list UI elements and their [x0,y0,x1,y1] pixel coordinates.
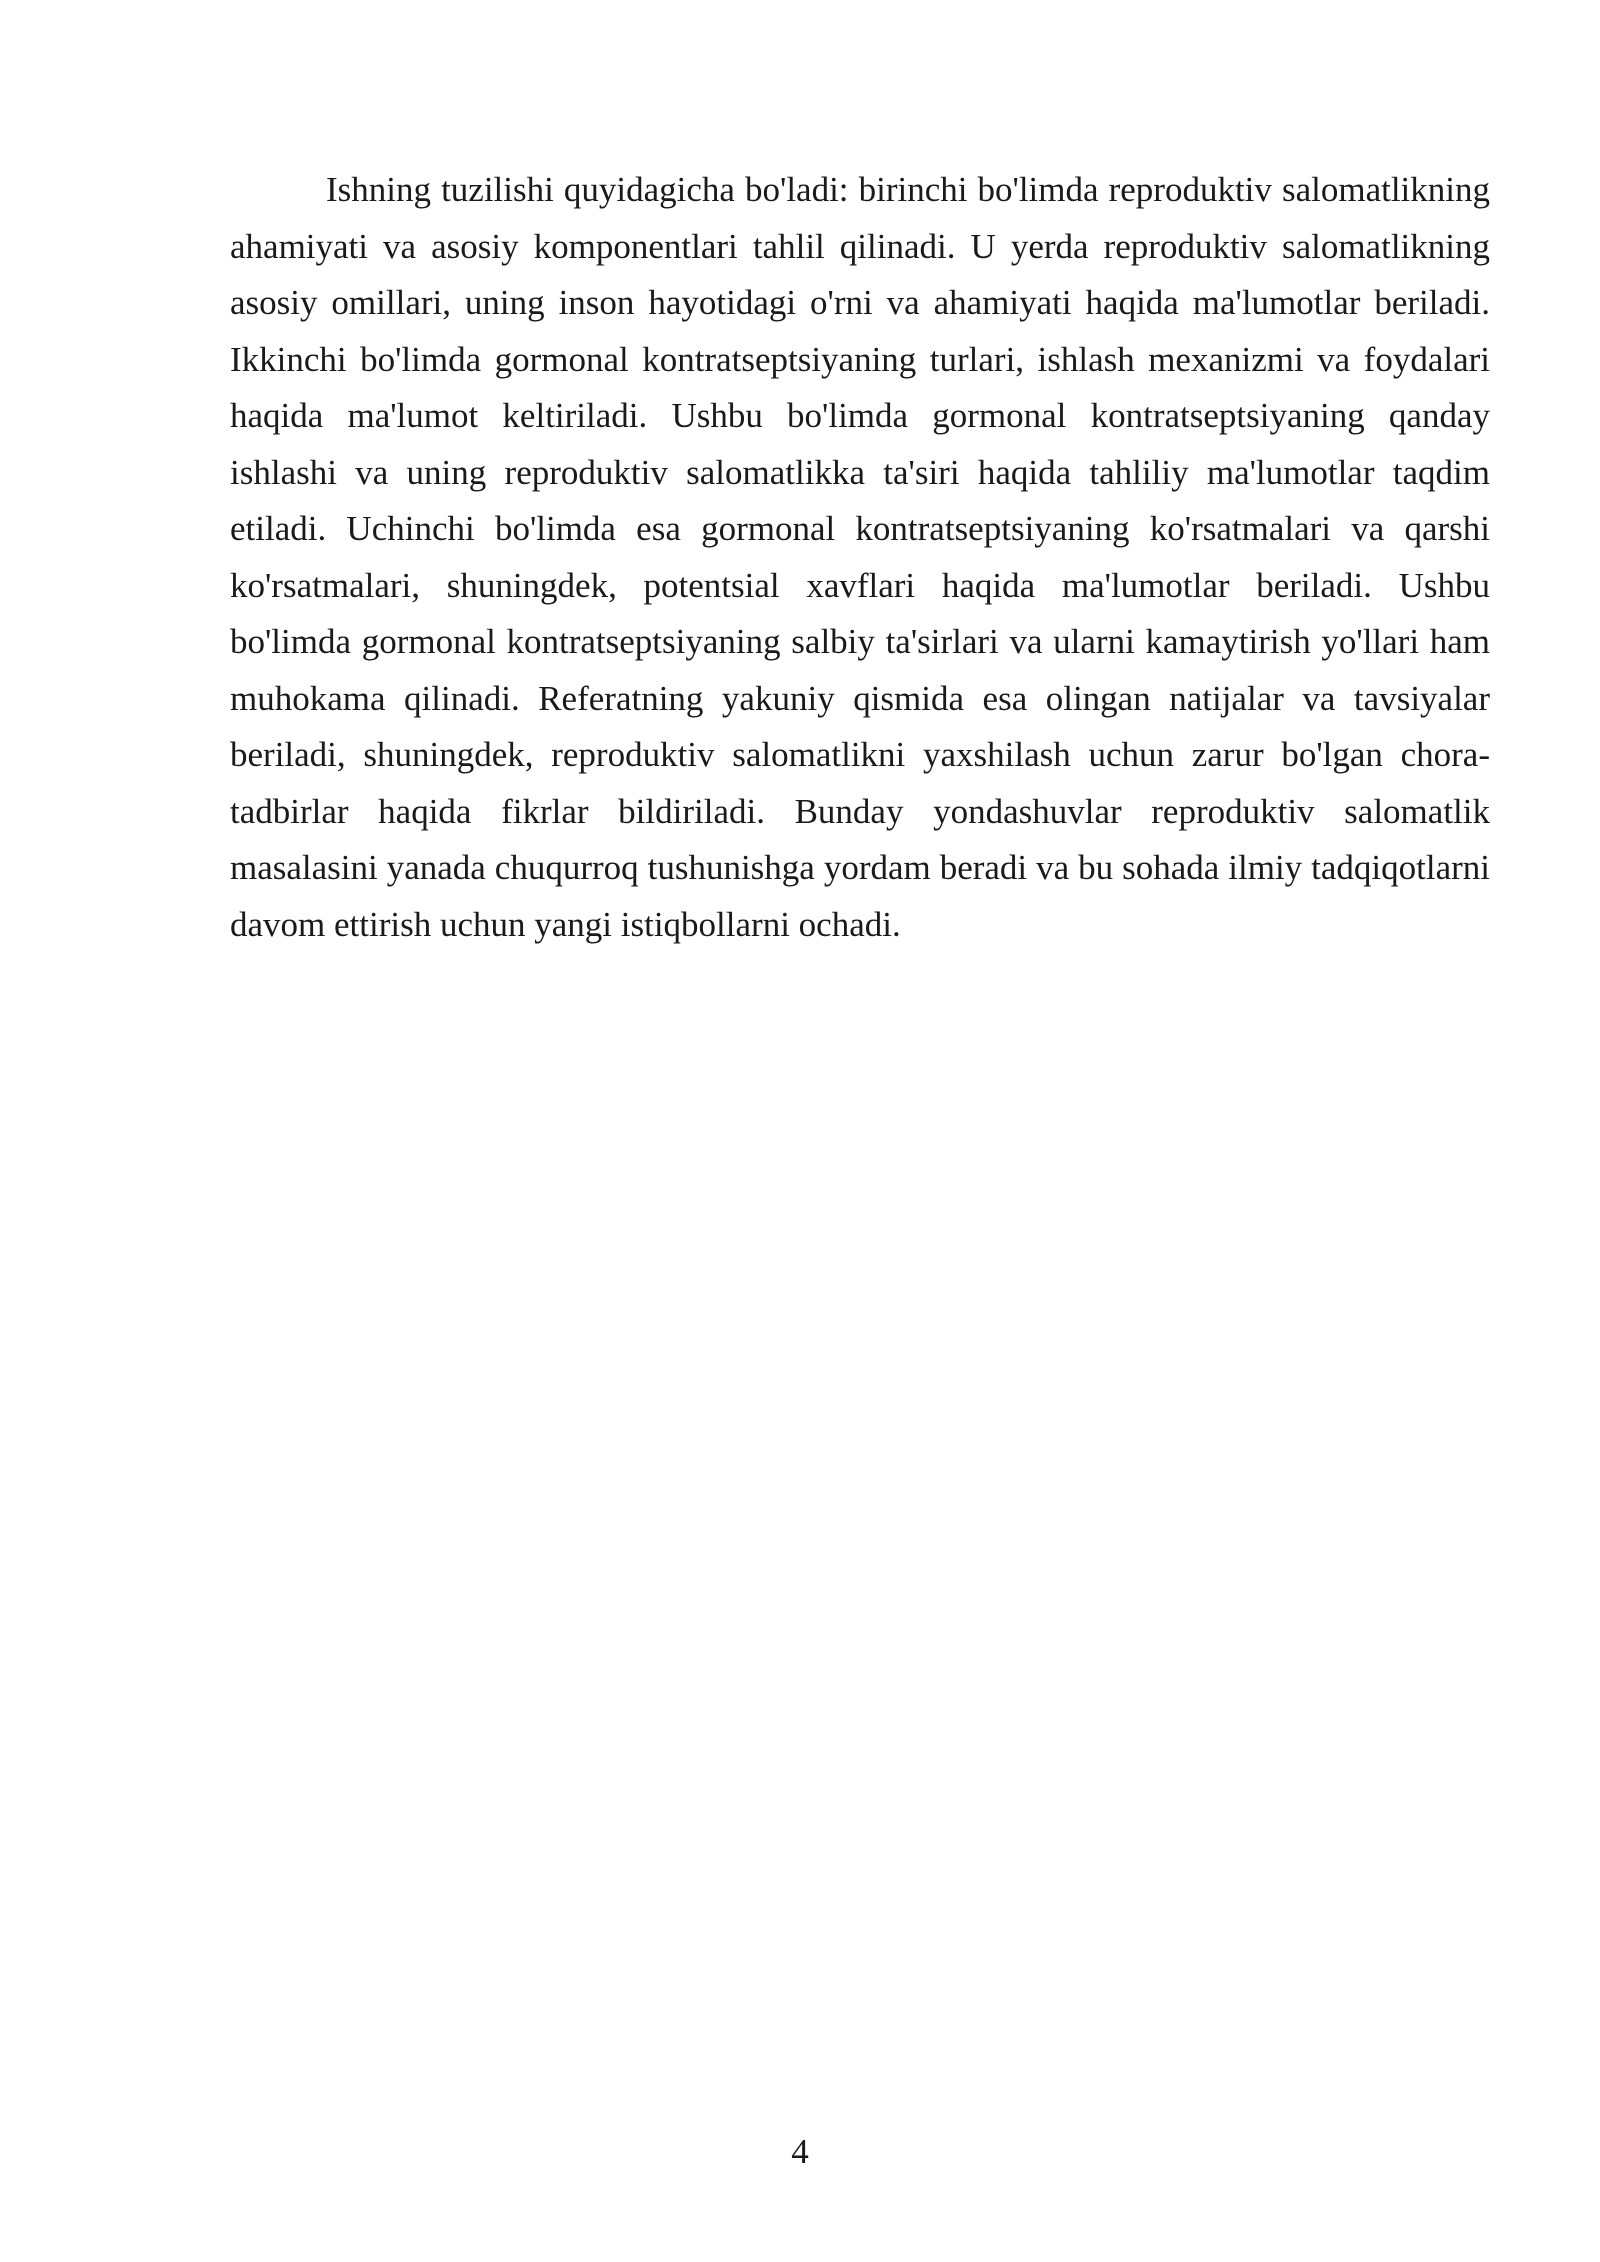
body-paragraph: Ishning tuzilishi quyidagicha bo'ladi: birinchi bo'limda reproduktiv salomatlikning ahamiyati va asosiy komponentlari tahlil qilinadi. U yerda reproduktiv salomatlikning asosiy omillari, uning inson hayotidagi o'rni va ahamiyati haqida ma'lumotlar beriladi. Ikkinchi bo'limda gormonal kontratseptsiyaning turlari, ishlash mexanizmi va foydalari haqida ma'lumot keltiriladi. Ushbu bo'limda gormonal kontratseptsiyaning qanday ishlashi va uning reproduktiv salomatlikka ta'siri haqida tahliliy ma'lumotlar taqdim etiladi. Uchinchi bo'limda esa gormonal kontratseptsiyaning ko'rsatmalari va qarshi ko'rsatmalari, shuningdek, potentsial xavflari haqida ma'lumotlar beriladi. Ushbu bo'limda gormonal kontratseptsiyaning salbiy ta'sirlari va ularni kamaytirish yo'llari ham muhokama qilinadi. Referatning yakuniy qismida esa olingan natijalar va tavsiyalar beriladi, shuningdek, reproduktiv salomatlikni yaxshilash uchun zarur bo'lgan chora-tadbirlar haqida fikrlar bildiriladi. Bunday yondashuvlar reproduktiv salomatlik masalasini yanada chuqurroq tushunishga yordam beradi va bu sohada ilmiy tadqiqotlarni davom ettirish uchun yangi istiqbollarni ochadi. [230,170,1490,944]
page-number: 4 [791,2132,809,2171]
